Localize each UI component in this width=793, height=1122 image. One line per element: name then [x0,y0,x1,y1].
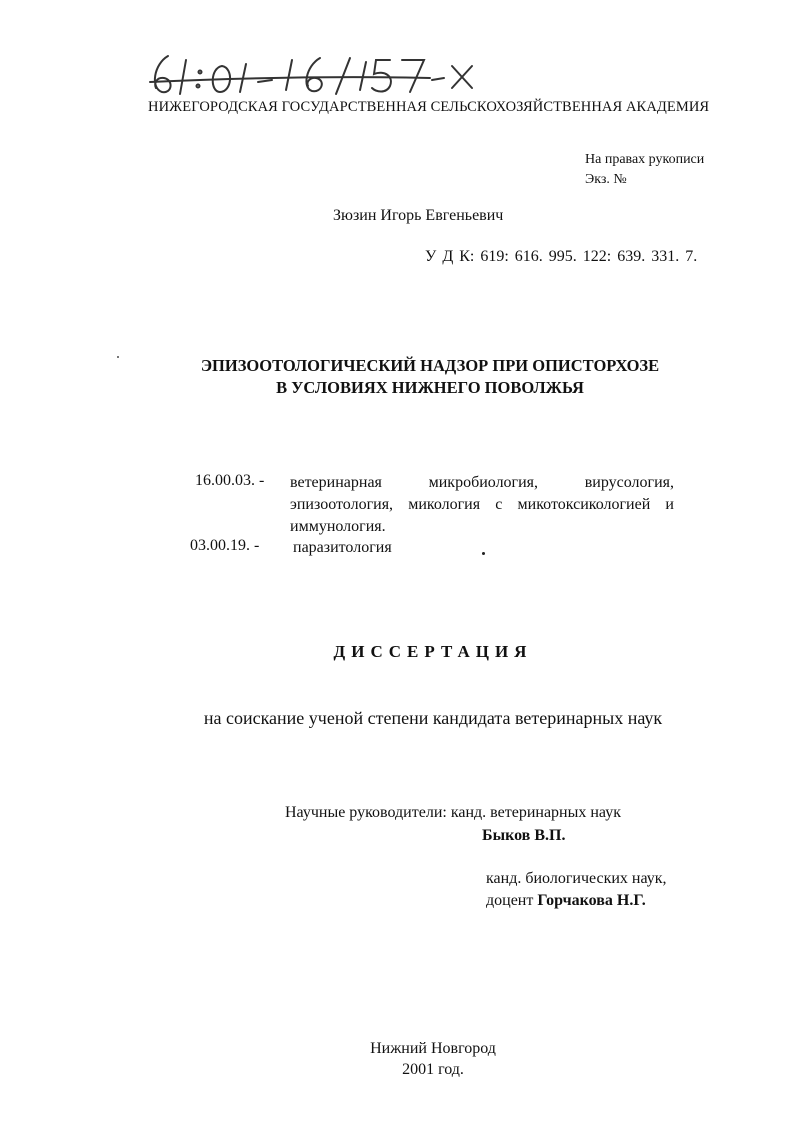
manuscript-rights [585,150,704,190]
document-type: ДИССЕРТАЦИЯ [333,642,533,661]
supervisor-title: канд. биологических наук, [486,870,667,887]
specialty-code: 16.00.03. - [195,472,265,489]
handwritten-archive-number [140,48,540,100]
supervisor-rank: доцент [486,892,534,909]
title-line: ЭПИЗООТОЛОГИЧЕСКИЙ НАДЗОР ПРИ ОПИСТОРХОЗЕ [200,356,660,375]
supervisor-name: Горчакова Н.Г. [537,892,646,909]
supervisor-name: Быков В.П. [482,827,566,844]
specialty-name: паразитология [293,539,392,556]
institution-name: НИЖЕГОРОДСКАЯ ГОСУДАРСТВЕННАЯ СЕЛЬСКОХОЗЯЙСТВЕННАЯ АКАДЕМИЯ [148,99,710,115]
scan-speck [482,552,485,555]
author-name: Зюзин Игорь Евгеньевич [333,207,504,224]
rights-line: На правах рукописи [585,152,705,167]
copy-number-line: Экз. № [585,172,627,187]
year: 2001 год. [402,1061,464,1078]
degree-statement: на соискание ученой степени кандидата ветеринарных наук [203,708,663,728]
city: Нижний Новгород [370,1040,496,1057]
specialty-code: 03.00.19. - [190,537,260,554]
dissertation-title [100,355,760,399]
supervisors-label: Научные руководители: канд. ветеринарных наук [285,804,621,821]
handwriting-icon [140,48,540,100]
supervisor-line [486,892,646,910]
udc-code: У Д К: 619: 616. 995. 122: 639. 331. 7. [425,248,698,265]
title-line: В УСЛОВИЯХ НИЖНЕГО ПОВОЛЖЬЯ [276,378,584,397]
specialty-name: ветеринарная микробиология, вирусология, эпизоотология, микология с микотоксикологией и иммунология. [290,474,674,535]
